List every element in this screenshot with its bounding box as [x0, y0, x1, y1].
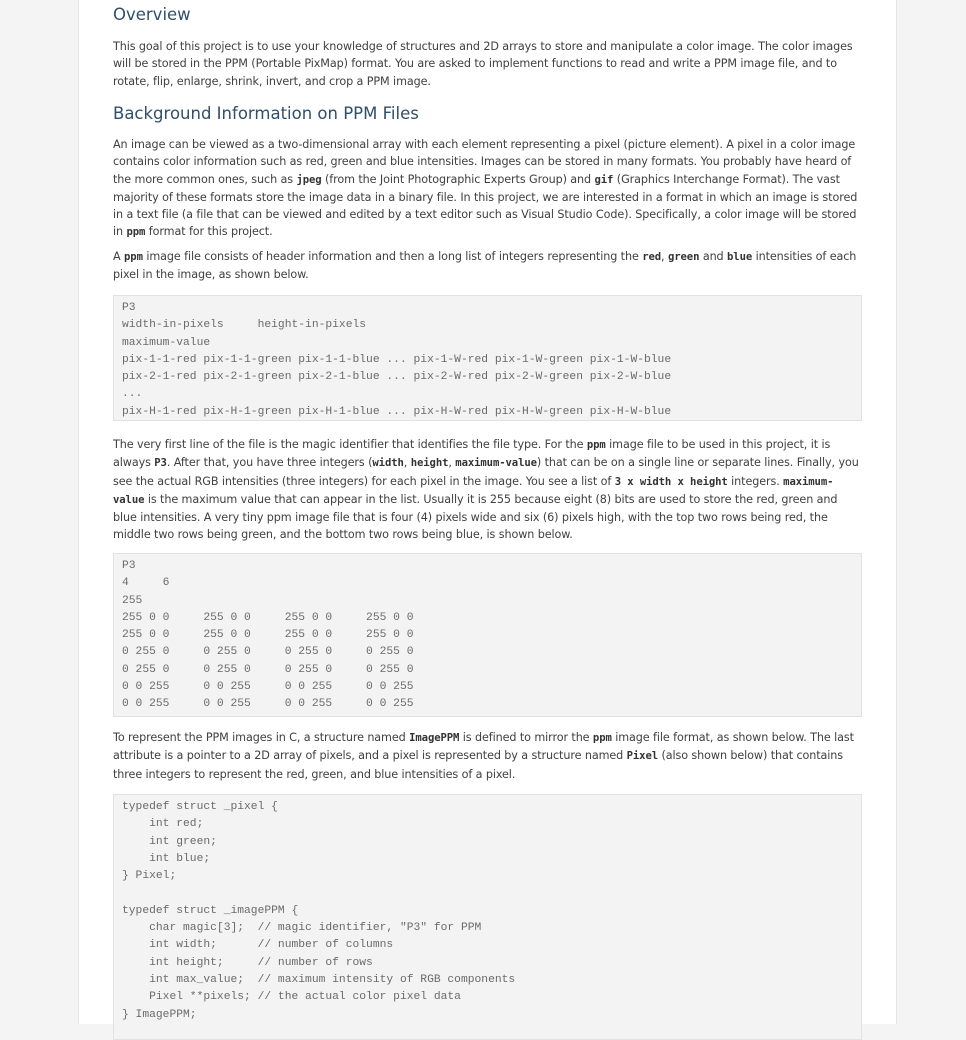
background-heading: Background Information on PPM Files	[113, 104, 419, 123]
background-paragraph-2: A ppm image file consists of header information and then a long list of integers representing the red, green and blue intensities of each pixel in the image, as shown below.	[113, 250, 857, 282]
overview-paragraph: This goal of this project is to use your knowledge of structures and 2D arrays to store and manipulate a color image. The color images will be stored in the PPM (Portable PixMap) format. You are asked to implement functions to read and write a PPM image file, and to rotate, flip, enlarge, shrink, invert, and crop a PPM image.	[113, 40, 853, 88]
struct-definition-code-block: typedef struct _pixel { int red; int green; int blue; } Pixel; typedef struct _imagePPM { char magic[3]; // magic identifier, "P3" for PPM int width; // number of columns int height; // number of rows int max_value; // maximum intensity of RGB components Pixel **pixels; // the actual color pixel data } ImagePPM;	[113, 794, 862, 1040]
background-paragraph-4: To represent the PPM images in C, a structure named ImagePPM is defined to mirror the ppm image file format, as shown below. The last attribute is a pointer to a 2D array of pixels, and a pixel is represented by a structure named Pixel (also shown below) that contains three integers to represent the red, green, and blue intensities of a pixel.	[113, 731, 854, 781]
overview-heading: Overview	[113, 5, 191, 24]
tiny-ppm-example-code-block: P3 4 6 255 255 0 0 255 0 0 255 0 0 255 0 0 255 0 0 255 0 0 255 0 0 255 0 0 0 255 0 0 255 0 0 255 0 0 255 0 0 255 0 0 255 0 0 255 0 0 255 0 0 0 255 0 0 255 0 0 255 0 0 255 0 0 255 0 0 255 0 0 255 0 0 255	[113, 553, 862, 717]
document-page	[78, 0, 897, 1024]
background-paragraph-1: An image can be viewed as a two-dimensional array with each element representing a pixel (picture element). A pixel in a color image contains color information such as red, green and blue intensities. Images can be stored in many formats. You probably have heard of the more common ones, such as jpeg (from the Joint Photographic Experts Group) and gif (Graphics Interchange Format). The vast majority of these formats store the image data in a binary file. In this project, we are interested in a format in which an image is stored in a text file (a file that can be viewed and edited by a text editor such as Visual Studio Code). Specifically, a color image will be stored in ppm format for this project.	[113, 138, 858, 239]
ppm-format-code-block: P3 width-in-pixels height-in-pixels maximum-value pix-1-1-red pix-1-1-green pix-1-1-blue ... pix-1-W-red pix-1-W-green pix-1-W-blue pix-2-1-red pix-2-1-green pix-2-1-blue ... pix-2-W-red pix-2-W-green pix-2-W-blue ... pix-H-1-red pix-H-1-green pix-H-1-blue ... pix-H-W-red pix-H-W-green pix-H-W-blue	[113, 295, 862, 421]
background-paragraph-3: The very first line of the file is the magic identifier that identifies the file type. For the ppm image file to be used in this project, it is always P3. After that, you have three integers (width, height, maximum-value) that can be on a single line or separate lines. Finally, you see the actual RGB intensities (three integers) for each pixel in the image. You see a list of 3 x width x height integers. maximum-value is the maximum value that can appear in the list. Usually it is 255 because eight (8) bits are used to store the red, green and blue intensities. A very tiny ppm image file that is four (4) pixels wide and six (6) pixels high, with the top two rows being red, the middle two rows being green, and the bottom two rows being blue, is shown below.	[113, 438, 859, 542]
